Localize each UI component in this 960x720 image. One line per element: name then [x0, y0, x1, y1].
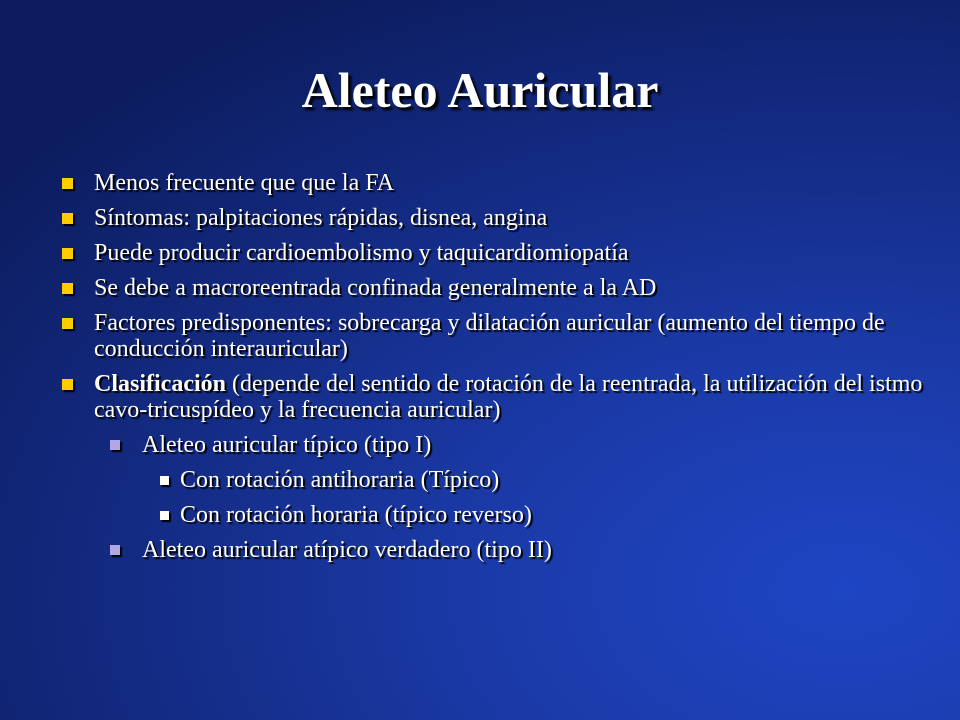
bullet-list	[60, 170, 940, 572]
square-bullet-icon	[62, 213, 73, 224]
square-bullet-icon	[62, 248, 73, 259]
bullet-bold-text: Clasificación	[94, 371, 226, 397]
bullet-text: Puede producir cardioembolismo y taquicardiomiopatía	[94, 240, 629, 266]
square-bullet-icon	[62, 318, 73, 329]
bullet-item	[60, 205, 940, 231]
bullet-item	[60, 240, 940, 266]
sub-bullet-text: Aleteo auricular atípico verdadero (tipo II)	[142, 537, 552, 563]
square-bullet-icon	[160, 511, 169, 520]
square-bullet-icon	[110, 440, 120, 450]
square-bullet-icon	[110, 545, 120, 555]
sub-sub-bullet-text: Con rotación horaria (típico reverso)	[180, 502, 532, 528]
square-bullet-icon	[62, 178, 73, 189]
bullet-item	[60, 310, 940, 362]
bullet-text: Síntomas: palpitaciones rápidas, disnea, angina	[94, 205, 548, 231]
bullet-item	[60, 275, 940, 301]
sub-sub-bullet-item	[60, 502, 940, 528]
bullet-text: (depende del sentido de rotación de la reentrada, la utilización del istmo cavo-tricuspídeo y la frecuencia auricular)	[94, 371, 923, 423]
bullet-text: Menos frecuente que que la FA	[94, 170, 395, 196]
sub-sub-bullet-text: Con rotación antihoraria (Típico)	[180, 467, 500, 493]
square-bullet-icon	[62, 379, 73, 390]
slide-title: Aleteo Auricular	[301, 62, 659, 118]
sub-bullet-item	[60, 432, 940, 458]
bullet-item	[60, 371, 940, 423]
bullet-item	[60, 170, 940, 196]
bullet-text: Factores predisponentes: sobrecarga y dilatación auricular (aumento del tiempo de conducción interauricular)	[94, 310, 885, 362]
sub-bullet-item	[60, 537, 940, 563]
sub-bullet-text: Aleteo auricular típico (tipo I)	[142, 432, 432, 458]
square-bullet-icon	[160, 476, 169, 485]
square-bullet-icon	[62, 283, 73, 294]
sub-sub-bullet-item	[60, 467, 940, 493]
bullet-text: Se debe a macroreentrada confinada generalmente a la AD	[94, 275, 657, 301]
